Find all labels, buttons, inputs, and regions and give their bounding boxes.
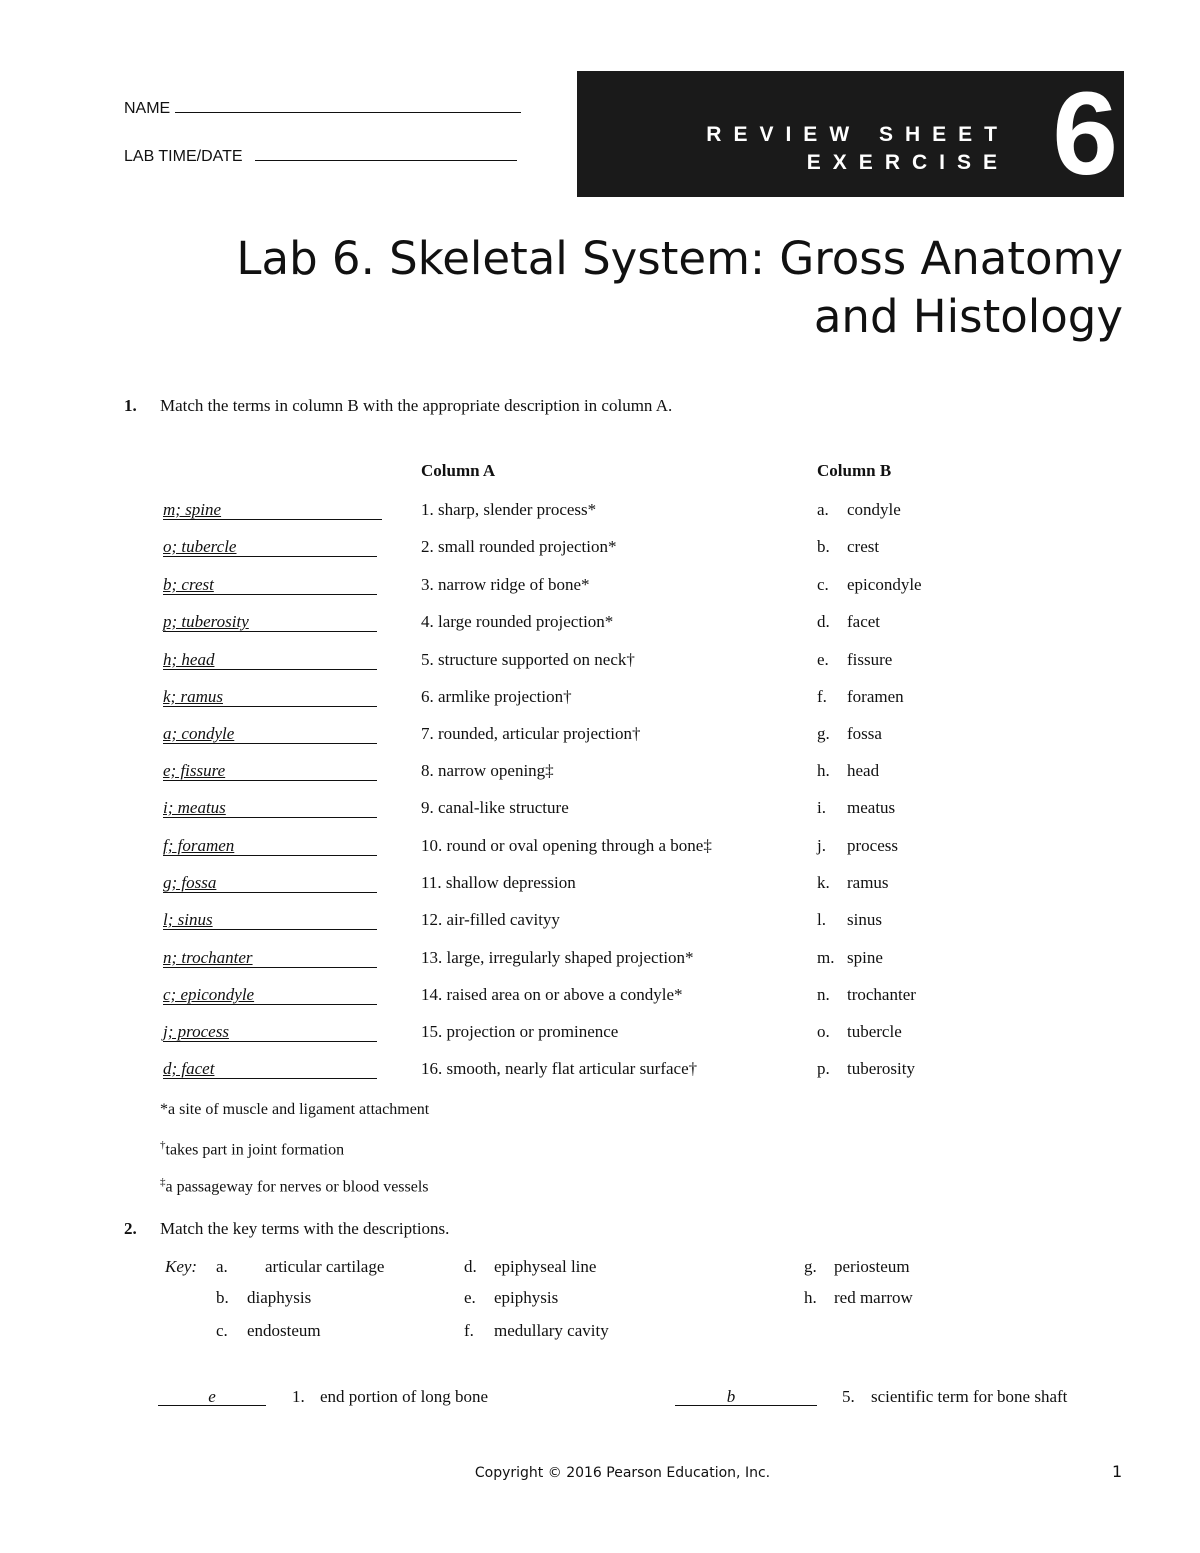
column-b-letter: b.: [817, 537, 830, 556]
title-line-1: Lab 6. Skeletal System: Gross Anatomy: [236, 232, 1123, 285]
lab-time-label: LAB TIME/DATE: [124, 148, 243, 165]
name-input-line[interactable]: [175, 98, 521, 113]
column-b-term: tubercle: [847, 1022, 902, 1041]
column-b-term: head: [847, 761, 880, 780]
footnote-muscle-attachment: [160, 1101, 429, 1119]
column-b-term: condyle: [847, 500, 901, 519]
column-b-letter: i.: [817, 798, 826, 817]
table-row: [0, 650, 1200, 680]
answer-text: f; foramen: [163, 836, 235, 855]
column-b-term: fossa: [847, 724, 882, 743]
column-b-term: ramus: [847, 873, 889, 892]
answer-text: e; fissure: [163, 761, 226, 780]
key-letter: b.: [216, 1288, 229, 1307]
table-row: [0, 537, 1200, 567]
column-a-description: 6. armlike projection†: [421, 687, 572, 706]
question-1-prompt: Match the terms in column B with the appropriate description in column A.: [160, 396, 673, 415]
column-a-description: 7. rounded, articular projection†: [421, 724, 641, 743]
answer-text: i; meatus: [163, 798, 226, 817]
key-term: medullary cavity: [494, 1321, 609, 1340]
column-a-description: 4. large rounded projection*: [421, 612, 614, 631]
key-term: red marrow: [834, 1288, 913, 1307]
footnote-joint-formation: [160, 1139, 344, 1159]
column-b-letter: a.: [817, 500, 829, 519]
column-a-description: 8. narrow opening‡: [421, 761, 554, 780]
answer-text: m; spine: [163, 500, 222, 519]
answer-text: k; ramus: [163, 687, 223, 706]
column-b-term: meatus: [847, 798, 896, 817]
answer-text: l; sinus: [163, 910, 213, 929]
review-sheet-banner: [577, 68, 1124, 200]
footnote-text: a passageway for nerves or blood vessels: [165, 1178, 429, 1196]
key-term: epiphysis: [494, 1288, 559, 1307]
table-row: [0, 500, 1200, 530]
answer-text: g; fossa: [163, 873, 217, 892]
table-row: [0, 910, 1200, 940]
answer-text: d; facet: [163, 1059, 215, 1078]
key-term: diaphysis: [247, 1288, 312, 1307]
column-a-description: 16. smooth, nearly flat articular surface†: [421, 1059, 698, 1078]
column-b-header: Column B: [817, 461, 892, 480]
table-row: [0, 1059, 1200, 1089]
column-a-description: 10. round or oval opening through a bone‡: [421, 836, 712, 855]
key-letter: a.: [216, 1257, 228, 1276]
column-b-term: crest: [847, 537, 880, 556]
key-term: epiphyseal line: [494, 1257, 597, 1276]
column-a-description: 2. small rounded projection*: [421, 537, 617, 556]
lab-time-input-line[interactable]: [255, 146, 517, 161]
column-b-letter: l.: [817, 910, 826, 929]
table-row: [0, 761, 1200, 791]
answer-text: j; process: [163, 1022, 229, 1041]
column-b-letter: k.: [817, 873, 830, 892]
table-row: [0, 948, 1200, 978]
banner-line-review-sheet: REVIEW SHEET: [706, 123, 1009, 146]
column-b-term: process: [847, 836, 898, 855]
item-text-5: scientific term for bone shaft: [871, 1387, 1068, 1406]
answer-value-1: e: [208, 1387, 216, 1406]
table-row: [0, 836, 1200, 866]
column-a-description: 1. sharp, slender process*: [421, 500, 597, 519]
column-b-letter: m.: [817, 948, 835, 967]
copyright-footer: Copyright © 2016 Pearson Education, Inc.: [474, 1465, 771, 1481]
column-b-letter: e.: [817, 650, 829, 669]
table-row: [0, 873, 1200, 903]
column-b-term: foramen: [847, 687, 904, 706]
answer-text: p; tuberosity: [163, 612, 249, 631]
question-2-prompt: Match the key terms with the descriptions.: [160, 1219, 450, 1238]
column-b-term: spine: [847, 948, 883, 967]
column-a-description: 14. raised area on or above a condyle*: [421, 985, 683, 1004]
footnote-symbol: ‡: [160, 1176, 166, 1188]
footnote-text: *a site of muscle and ligament attachment: [160, 1101, 430, 1118]
key-letter: e.: [464, 1288, 476, 1307]
banner-text: [706, 121, 1009, 177]
item-number-1: 1.: [292, 1387, 305, 1406]
item-text-1: end portion of long bone: [320, 1387, 489, 1406]
title-line-2: and Histology: [813, 290, 1123, 343]
footnote-passageway: [160, 1176, 429, 1196]
answer-value-5: b: [726, 1387, 736, 1406]
column-b-letter: f.: [817, 687, 827, 706]
key-letter: c.: [216, 1321, 228, 1340]
table-row: [0, 612, 1200, 642]
column-b-letter: o.: [817, 1022, 830, 1041]
page-title: [236, 230, 1123, 346]
key-letter: f.: [464, 1321, 474, 1340]
footnote-symbol: †: [160, 1139, 166, 1151]
banner-line-exercise: EXERCISE: [806, 151, 1009, 174]
name-field[interactable]: [124, 98, 521, 118]
key-term: endosteum: [247, 1321, 321, 1340]
key-letter: d.: [464, 1257, 477, 1276]
column-b-letter: n.: [817, 985, 830, 1004]
column-b-letter: d.: [817, 612, 830, 631]
question-2-number: 2.: [124, 1219, 137, 1238]
key-letter: h.: [804, 1288, 817, 1307]
key-term: articular cartilage: [265, 1257, 385, 1276]
column-b-term: facet: [847, 612, 881, 631]
answer-text: a; condyle: [163, 724, 235, 743]
table-row: [0, 798, 1200, 828]
item-number-5: 5.: [842, 1387, 855, 1406]
answer-text: c; epicondyle: [163, 985, 255, 1004]
column-a-description: 15. projection or prominence: [421, 1022, 619, 1041]
column-a-description: 9. canal-like structure: [421, 798, 569, 817]
column-a-description: 12. air-filled cavityy: [421, 910, 560, 929]
column-b-term: fissure: [847, 650, 893, 669]
column-b-term: tuberosity: [847, 1059, 915, 1078]
answer-text: h; head: [163, 650, 215, 669]
lab-time-field[interactable]: [124, 146, 517, 166]
column-b-letter: h.: [817, 761, 830, 780]
question-1-number: 1.: [124, 396, 137, 415]
table-row: [0, 687, 1200, 717]
table-row: [0, 1022, 1200, 1052]
column-b-term: epicondyle: [847, 575, 922, 594]
column-b-letter: c.: [817, 575, 829, 594]
table-row: [0, 575, 1200, 605]
key-letter: g.: [804, 1257, 817, 1276]
column-b-letter: g.: [817, 724, 830, 743]
column-b-letter: j.: [817, 836, 826, 855]
column-a-description: 11. shallow depression: [421, 873, 576, 892]
answer-text: b; crest: [163, 575, 214, 594]
name-label: NAME: [124, 100, 171, 117]
answer-text: o; tubercle: [163, 537, 237, 556]
table-row: [0, 724, 1200, 754]
key-label: Key:: [165, 1257, 198, 1276]
answer-text: n; trochanter: [163, 948, 253, 967]
column-b-letter: p.: [817, 1059, 830, 1078]
column-a-description: 5. structure supported on neck†: [421, 650, 635, 669]
table-row: [0, 985, 1200, 1015]
exercise-number: 6: [1052, 68, 1118, 200]
column-b-term: sinus: [847, 910, 882, 929]
footnote-text: takes part in joint formation: [165, 1141, 345, 1159]
page-number: 1: [1112, 1462, 1123, 1481]
column-a-description: 3. narrow ridge of bone*: [421, 575, 590, 594]
column-a-header: Column A: [421, 461, 496, 480]
column-b-term: trochanter: [847, 985, 916, 1004]
column-a-description: 13. large, irregularly shaped projection*: [421, 948, 694, 967]
key-term: periosteum: [834, 1257, 910, 1276]
